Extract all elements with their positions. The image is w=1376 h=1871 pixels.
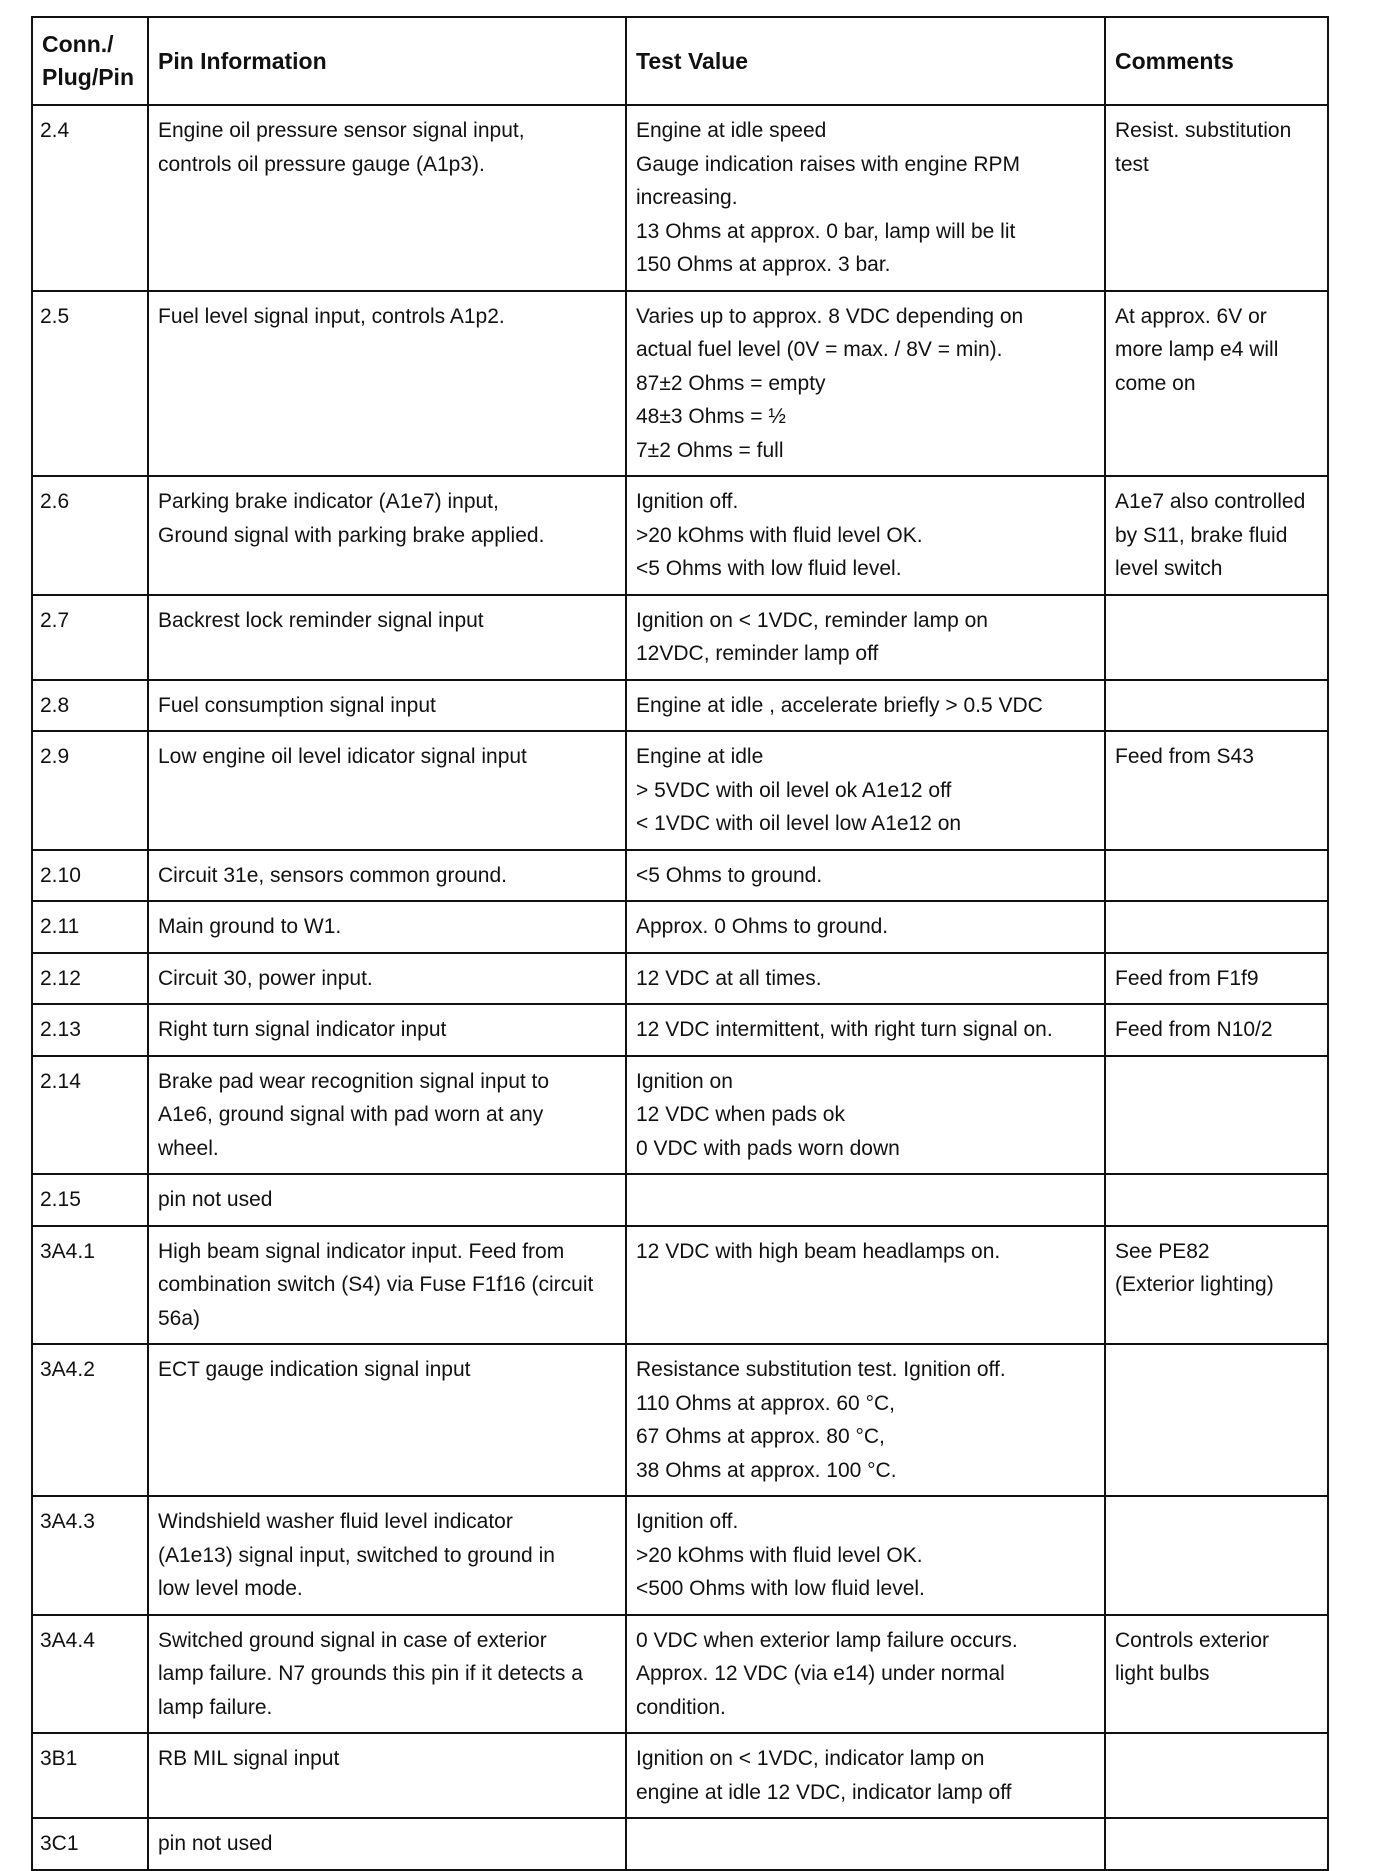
table-row — [32, 731, 1328, 850]
test-value-cell: 12 VDC with high beam headlamps on. — [626, 1226, 1105, 1345]
pin-cell: 3A4.1 — [32, 1226, 148, 1345]
table-row — [32, 476, 1328, 595]
test-value-cell: Ignition on < 1VDC, reminder lamp on 12VDC, reminder lamp off — [626, 595, 1105, 680]
pin-information-cell: Main ground to W1. — [148, 901, 626, 953]
pin-information-cell: RB MIL signal input — [148, 1733, 626, 1818]
test-value-cell: <5 Ohms to ground. — [626, 850, 1105, 902]
comments-cell — [1105, 680, 1328, 732]
comments-cell — [1105, 1496, 1328, 1615]
pin-cell: 2.14 — [32, 1056, 148, 1175]
comments-cell — [1105, 1056, 1328, 1175]
pin-cell: 3A4.4 — [32, 1615, 148, 1734]
comments-cell — [1105, 1174, 1328, 1226]
test-value-cell — [626, 1174, 1105, 1226]
test-value-cell: Engine at idle , accelerate briefly > 0.5 VDC — [626, 680, 1105, 732]
pin-cell: 2.8 — [32, 680, 148, 732]
test-value-cell — [626, 1818, 1105, 1870]
pin-cell: 2.11 — [32, 901, 148, 953]
pin-information-cell: Low engine oil level idicator signal input — [148, 731, 626, 850]
test-value-cell: Resistance substitution test. Ignition off. 110 Ohms at approx. 60 °C, 67 Ohms at approx. 80 °C, 38 Ohms at approx. 100 °C. — [626, 1344, 1105, 1496]
table-row — [32, 1056, 1328, 1175]
header-pin-information: Pin Information — [148, 17, 626, 105]
comments-cell — [1105, 1344, 1328, 1496]
pin-cell: 2.12 — [32, 953, 148, 1005]
pin-cell: 3A4.2 — [32, 1344, 148, 1496]
pin-cell: 3A4.3 — [32, 1496, 148, 1615]
pin-information-cell: pin not used — [148, 1818, 626, 1870]
table-row — [32, 1733, 1328, 1818]
test-value-cell: Ignition on < 1VDC, indicator lamp on engine at idle 12 VDC, indicator lamp off — [626, 1733, 1105, 1818]
pin-information-cell: ECT gauge indication signal input — [148, 1344, 626, 1496]
header-conn-plug-pin: Conn./ Plug/Pin — [32, 17, 148, 105]
pin-cell: 2.6 — [32, 476, 148, 595]
test-value-cell: Approx. 0 Ohms to ground. — [626, 901, 1105, 953]
test-value-cell: Ignition off. >20 kOhms with fluid level OK. <5 Ohms with low fluid level. — [626, 476, 1105, 595]
pin-information-cell: Fuel consumption signal input — [148, 680, 626, 732]
test-value-cell: 0 VDC when exterior lamp failure occurs. Approx. 12 VDC (via e14) under normal condition. — [626, 1615, 1105, 1734]
comments-cell: Feed from F1f9 — [1105, 953, 1328, 1005]
comments-cell — [1105, 850, 1328, 902]
pin-information-cell: High beam signal indicator input. Feed from combination switch (S4) via Fuse F1f16 (circuit 56a) — [148, 1226, 626, 1345]
pin-information-cell: Windshield washer fluid level indicator (A1e13) signal input, switched to ground in low level mode. — [148, 1496, 626, 1615]
pin-information-cell: Parking brake indicator (A1e7) input, Ground signal with parking brake applied. — [148, 476, 626, 595]
pin-information-cell: Right turn signal indicator input — [148, 1004, 626, 1056]
test-value-cell: 12 VDC intermittent, with right turn signal on. — [626, 1004, 1105, 1056]
comments-cell: Feed from N10/2 — [1105, 1004, 1328, 1056]
header-comments: Comments — [1105, 17, 1328, 105]
pin-cell: 2.4 — [32, 105, 148, 291]
pin-cell: 3C1 — [32, 1818, 148, 1870]
comments-cell — [1105, 595, 1328, 680]
pin-information-cell: Engine oil pressure sensor signal input, controls oil pressure gauge (A1p3). — [148, 105, 626, 291]
table-header-row — [32, 17, 1328, 105]
pin-information-cell: pin not used — [148, 1174, 626, 1226]
comments-cell: Feed from S43 — [1105, 731, 1328, 850]
pin-information-cell: Brake pad wear recognition signal input to A1e6, ground signal with pad worn at any wheel. — [148, 1056, 626, 1175]
table-body — [32, 105, 1328, 1870]
test-value-cell: Ignition on 12 VDC when pads ok 0 VDC with pads worn down — [626, 1056, 1105, 1175]
comments-cell: See PE82 (Exterior lighting) — [1105, 1226, 1328, 1345]
table-row — [32, 1818, 1328, 1870]
test-value-cell: Engine at idle > 5VDC with oil level ok A1e12 off < 1VDC with oil level low A1e12 on — [626, 731, 1105, 850]
table-row — [32, 850, 1328, 902]
pin-cell: 2.13 — [32, 1004, 148, 1056]
comments-cell — [1105, 1818, 1328, 1870]
table-row — [32, 1226, 1328, 1345]
table-row — [32, 1174, 1328, 1226]
pin-cell: 2.15 — [32, 1174, 148, 1226]
table-row — [32, 1496, 1328, 1615]
table-row — [32, 680, 1328, 732]
comments-cell: Resist. substitution test — [1105, 105, 1328, 291]
pin-cell: 3B1 — [32, 1733, 148, 1818]
pin-cell: 2.7 — [32, 595, 148, 680]
table-row — [32, 1004, 1328, 1056]
pin-cell: 2.9 — [32, 731, 148, 850]
table-row — [32, 1615, 1328, 1734]
table-row — [32, 901, 1328, 953]
pin-cell: 2.5 — [32, 291, 148, 477]
table-row — [32, 953, 1328, 1005]
comments-cell: Controls exterior light bulbs — [1105, 1615, 1328, 1734]
pin-information-cell: Circuit 30, power input. — [148, 953, 626, 1005]
pin-information-cell: Fuel level signal input, controls A1p2. — [148, 291, 626, 477]
table-row — [32, 1344, 1328, 1496]
test-value-cell: Engine at idle speed Gauge indication raises with engine RPM increasing. 13 Ohms at approx. 0 bar, lamp will be lit 150 Ohms at approx. 3 bar. — [626, 105, 1105, 291]
test-value-cell: Varies up to approx. 8 VDC depending on actual fuel level (0V = max. / 8V = min). 87±2 Ohms = empty 48±3 Ohms = ½ 7±2 Ohms = full — [626, 291, 1105, 477]
test-value-cell: 12 VDC at all times. — [626, 953, 1105, 1005]
comments-cell: A1e7 also controlled by S11, brake fluid level switch — [1105, 476, 1328, 595]
table-row — [32, 105, 1328, 291]
pin-information-cell: Switched ground signal in case of exterior lamp failure. N7 grounds this pin if it detects a lamp failure. — [148, 1615, 626, 1734]
test-value-cell: Ignition off. >20 kOhms with fluid level OK. <500 Ohms with low fluid level. — [626, 1496, 1105, 1615]
pin-cell: 2.10 — [32, 850, 148, 902]
table-row — [32, 595, 1328, 680]
pin-information-cell: Circuit 31e, sensors common ground. — [148, 850, 626, 902]
comments-cell — [1105, 901, 1328, 953]
pin-test-table — [31, 16, 1329, 1871]
comments-cell: At approx. 6V or more lamp e4 will come on — [1105, 291, 1328, 477]
comments-cell — [1105, 1733, 1328, 1818]
header-test-value: Test Value — [626, 17, 1105, 105]
pin-information-cell: Backrest lock reminder signal input — [148, 595, 626, 680]
table-row — [32, 291, 1328, 477]
